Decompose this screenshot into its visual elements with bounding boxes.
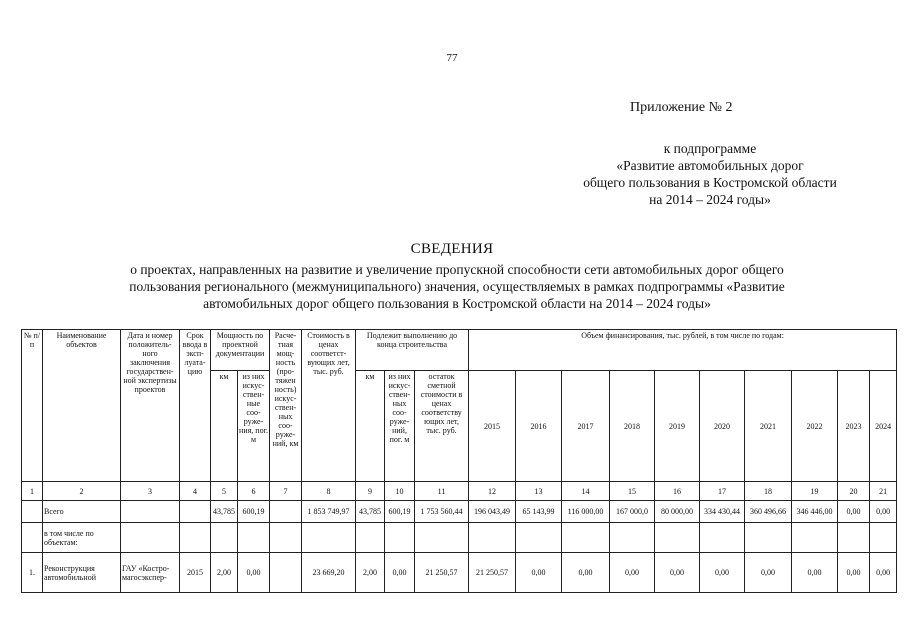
- table-cell: 346 446,00: [792, 501, 838, 523]
- header-funding: Объем финансирования, тыс. рублей, в том числе по годам:: [469, 330, 897, 371]
- table-cell: 43,785: [211, 501, 238, 523]
- header-year: 2023: [838, 371, 870, 482]
- header-year: 2017: [562, 371, 610, 482]
- table-cell: 21 250,57: [469, 553, 516, 593]
- table-cell: 167 000,0: [610, 501, 655, 523]
- subprogram-line: «Развитие автомобильных дорог: [616, 158, 804, 173]
- table-cell: 0,00: [655, 553, 700, 593]
- document-subtitle: [60, 261, 854, 312]
- header-year: 2019: [655, 371, 700, 482]
- header-cost: Стоимость в ценах соответст-вующих лет, тыс. руб.: [302, 330, 356, 482]
- col-number: 19: [792, 482, 838, 501]
- table-row: [22, 553, 897, 593]
- row-name: Реконструкция автомобильной: [43, 553, 121, 593]
- col-number: 18: [745, 482, 792, 501]
- row-date: ГАУ «Костро-магосэкспер-: [121, 553, 180, 593]
- col-number: 21: [870, 482, 897, 501]
- header-date: Дата и номер положитель-ного заключения государствен-ной экспертизы проектов: [121, 330, 180, 482]
- col-number: 12: [469, 482, 516, 501]
- total-label: Всего: [43, 501, 121, 523]
- header-rem-km: км: [356, 371, 385, 482]
- col-number: 5: [211, 482, 238, 501]
- row-num: 1.: [22, 553, 43, 593]
- table-cell: 21 250,57: [415, 553, 469, 593]
- table-cell: 600,19: [385, 501, 415, 523]
- header-cap-art: из них искус-ствен-ные соо-руже-ния, пог. м: [238, 371, 270, 482]
- table-cell: 0,00: [700, 553, 745, 593]
- col-number: 15: [610, 482, 655, 501]
- header-year: 2021: [745, 371, 792, 482]
- table-cell: 334 430,44: [700, 501, 745, 523]
- header-rem-art: из них искус-ствен-ных соо-руже-ний, пог. м: [385, 371, 415, 482]
- col-number: 6: [238, 482, 270, 501]
- table-cell: 80 000,00: [655, 501, 700, 523]
- table-cell: 600,19: [238, 501, 270, 523]
- subtitle-line: пользования регионального (межмуниципального) значения, осуществляемых в рамках подпрограммы «Развитие: [129, 279, 785, 294]
- table-cell: [270, 553, 302, 593]
- subprogram-line: общего пользования в Костромской области: [583, 175, 837, 190]
- header-year: 2020: [700, 371, 745, 482]
- col-number: 8: [302, 482, 356, 501]
- header-year: 2016: [516, 371, 562, 482]
- col-number: 16: [655, 482, 700, 501]
- col-number: 13: [516, 482, 562, 501]
- appendix-title: Приложение № 2: [630, 100, 733, 115]
- header-rem-cost: остаток сметной стоимости в ценах соответству ющих лет, тыс. руб.: [415, 371, 469, 482]
- header-remaining: Подлежит выполнению до конца строительства: [356, 330, 469, 371]
- col-number: 1: [22, 482, 43, 501]
- table-cell: 0,00: [238, 553, 270, 593]
- table-cell: 116 000,00: [562, 501, 610, 523]
- subprogram-line: к подпрограмме: [663, 141, 757, 156]
- page-number: 77: [446, 52, 458, 64]
- projects-table: [21, 329, 897, 593]
- table-cell: 2015: [180, 553, 211, 593]
- table-cell: 0,00: [562, 553, 610, 593]
- subtitle-line: автомобильных дорог общего пользования в Костромской области на 2014 – 2024 годы»: [203, 296, 711, 311]
- col-number: 10: [385, 482, 415, 501]
- table-cell: 0,00: [745, 553, 792, 593]
- col-number: 3: [121, 482, 180, 501]
- table-cell: 0,00: [385, 553, 415, 593]
- table-cell: 2,00: [211, 553, 238, 593]
- table-cell: 43,785: [356, 501, 385, 523]
- total-row: [22, 501, 897, 523]
- table-cell: [121, 501, 180, 523]
- subtotal-label-row: [22, 523, 897, 553]
- table-cell: 0,00: [610, 553, 655, 593]
- header-num: № п/п: [22, 330, 43, 482]
- table-cell: 1 853 749,97: [302, 501, 356, 523]
- table-cell: 360 496,66: [745, 501, 792, 523]
- col-number: 11: [415, 482, 469, 501]
- header-term: Срок ввода в эксп-луата-цию: [180, 330, 211, 482]
- table-cell: 0,00: [838, 553, 870, 593]
- header-name: Наименование объектов: [43, 330, 121, 482]
- table-cell: 23 669,20: [302, 553, 356, 593]
- header-year: 2024: [870, 371, 897, 482]
- col-number: 7: [270, 482, 302, 501]
- col-number: 17: [700, 482, 745, 501]
- table-cell: 0,00: [870, 553, 897, 593]
- table-cell: 2,00: [356, 553, 385, 593]
- header-capacity: Мощность по проектной документации: [211, 330, 270, 371]
- column-numbers-row: [22, 482, 897, 501]
- header-year: 2015: [469, 371, 516, 482]
- col-number: 9: [356, 482, 385, 501]
- table-cell: [270, 501, 302, 523]
- table-cell: 1 753 560,44: [415, 501, 469, 523]
- col-number: 2: [43, 482, 121, 501]
- table-cell: 0,00: [870, 501, 897, 523]
- table-cell: 65 143,99: [516, 501, 562, 523]
- header-year: 2022: [792, 371, 838, 482]
- table-cell: 0,00: [792, 553, 838, 593]
- col-number: 14: [562, 482, 610, 501]
- table-cell: 0,00: [838, 501, 870, 523]
- incl-label: в том числе по объектам:: [43, 523, 121, 553]
- col-number: 4: [180, 482, 211, 501]
- document-title: СВЕДЕНИЯ: [410, 241, 494, 257]
- subprogram-line: на 2014 – 2024 годы»: [649, 192, 771, 207]
- subprogram-caption: [520, 140, 900, 208]
- header-calc: Расче-тная мощ-ность (про-тяжен ность) искус-ствен-ных соо-руже-ний, км: [270, 330, 302, 482]
- table-cell: 0,00: [516, 553, 562, 593]
- col-number: 20: [838, 482, 870, 501]
- header-year: 2018: [610, 371, 655, 482]
- table-cell: [180, 501, 211, 523]
- total-num: [22, 501, 43, 523]
- subtitle-line: о проектах, направленных на развитие и увеличение пропускной способности сети автомобильных дорог общего: [130, 262, 784, 277]
- header-cap-km: км: [211, 371, 238, 482]
- table-cell: 196 043,49: [469, 501, 516, 523]
